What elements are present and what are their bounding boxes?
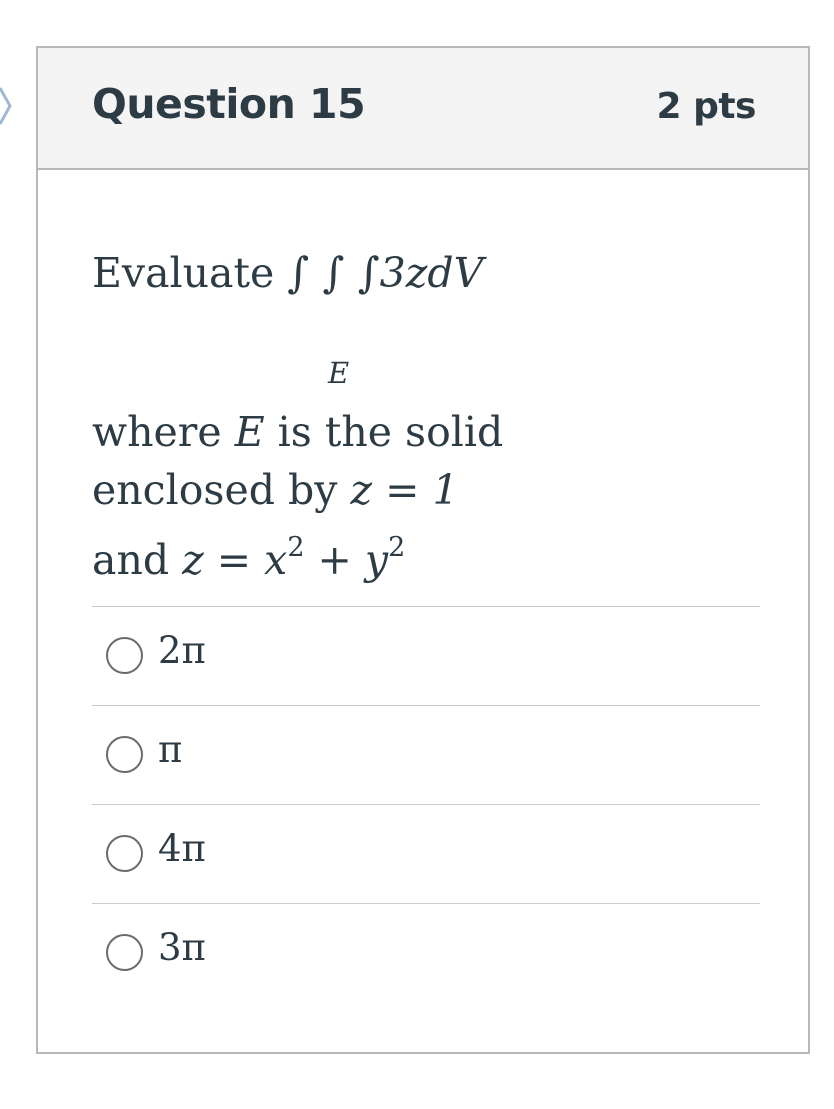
radio-button[interactable]	[106, 637, 143, 674]
radio-button[interactable]	[106, 934, 143, 971]
region-variable: E	[234, 408, 265, 456]
answer-list	[92, 606, 760, 1002]
radio-button[interactable]	[106, 736, 143, 773]
answer-label[interactable]: 4π	[158, 827, 206, 870]
answer-option[interactable]	[92, 705, 760, 804]
triple-integral-symbol: ∫ ∫ ∫	[287, 248, 380, 297]
answer-option[interactable]	[92, 804, 760, 903]
question-line-1	[92, 248, 483, 297]
plane-equation: z = 1	[350, 466, 459, 514]
question-card	[36, 46, 810, 1054]
answer-option[interactable]	[92, 903, 760, 1002]
radio-button[interactable]	[106, 835, 143, 872]
question-line-4: and $z = x^2 + y^2$	[92, 532, 406, 584]
question-line-3: enclosed by z = 1	[92, 466, 459, 514]
integrand: 3zdV	[379, 249, 484, 297]
paraboloid-equation: $z = x^2 + y^2$	[182, 532, 406, 584]
evaluate-word: Evaluate	[92, 249, 275, 297]
answer-label[interactable]: π	[158, 728, 183, 771]
question-title: Question 15	[92, 80, 366, 128]
question-line-2: where E is the solid	[92, 408, 504, 456]
answer-option[interactable]	[92, 606, 760, 705]
chevron-right-icon[interactable]	[0, 84, 14, 128]
question-points: 2 pts	[656, 86, 756, 127]
answer-label[interactable]: 2π	[158, 629, 206, 672]
question-header	[38, 48, 808, 170]
answer-label[interactable]: 3π	[158, 926, 206, 969]
integral-region: E	[328, 356, 350, 390]
